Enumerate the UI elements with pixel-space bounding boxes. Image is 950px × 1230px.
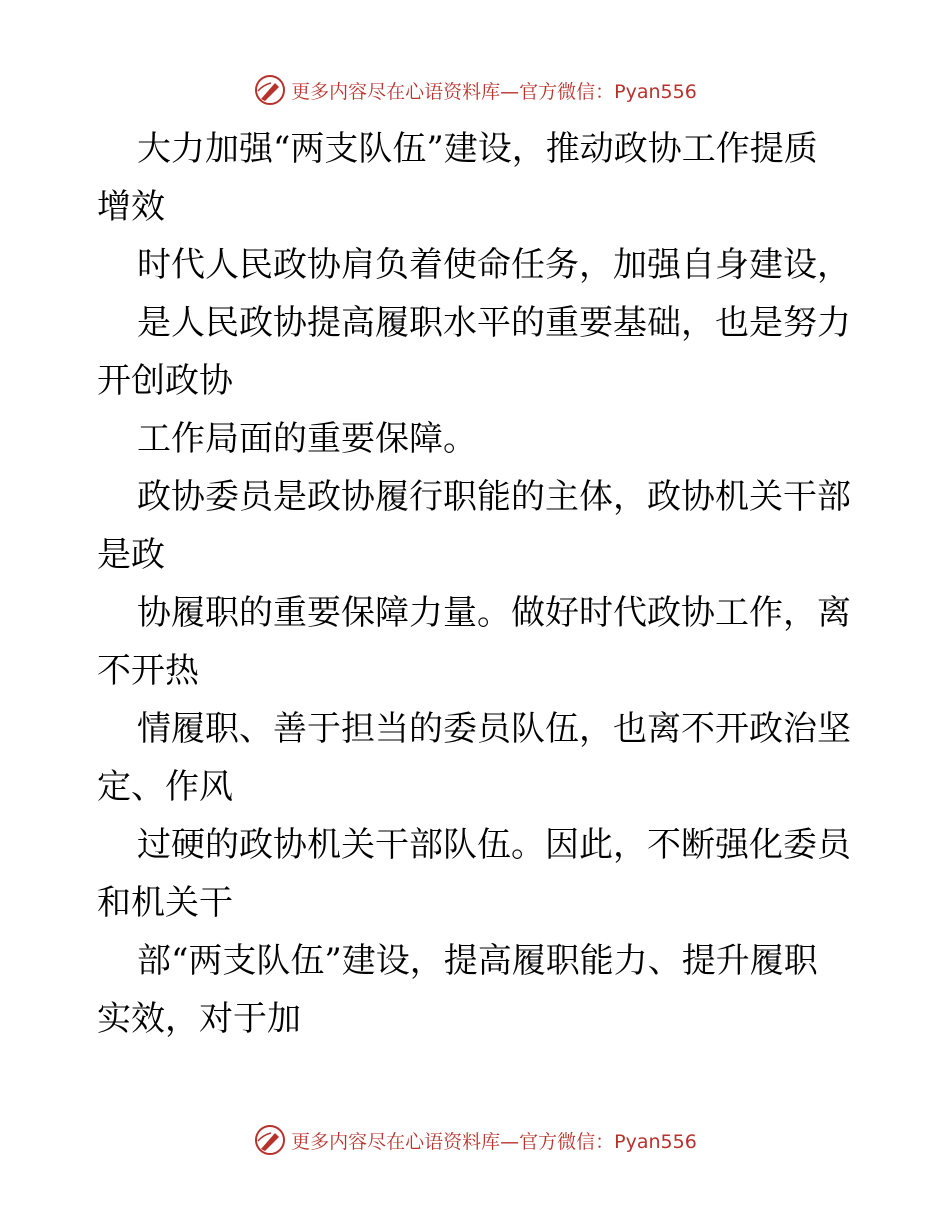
document-body [97, 120, 857, 1048]
text-line: 工作局面的重要保障。 [137, 419, 477, 459]
header-watermark-text: 更多内容尽在心语资料库—官方微信：Pyan556 [291, 80, 697, 103]
text-line: 和机关干 [97, 883, 233, 923]
text-line: 是人民政协提高履职水平的重要基础，也是努力 [137, 303, 851, 343]
text-line: 不开热 [97, 651, 199, 691]
footer-watermark-text: 更多内容尽在心语资料库—官方微信：Pyan556 [291, 1130, 697, 1153]
text-line: 是政 [97, 535, 165, 575]
text-line: 时代人民政协肩负着使命任务，加强自身建设， [137, 245, 851, 285]
text-line: 部“两支队伍”建设，提高履职能力、提升履职 [137, 941, 818, 981]
text-line: 实效，对于加 [97, 999, 301, 1039]
text-line: 大力加强“两支队伍”建设，推动政协工作提质 [137, 129, 818, 169]
text-line: 情履职、善于担当的委员队伍，也离不开政治坚 [137, 709, 851, 749]
text-line: 过硬的政协机关干部队伍。因此，不断强化委员 [137, 825, 851, 865]
pen-logo-icon [253, 73, 287, 107]
footer-watermark [0, 1120, 950, 1160]
pen-logo-icon [253, 1123, 287, 1157]
text-line: 协履职的重要保障力量。做好时代政协工作，离 [137, 593, 851, 633]
text-line: 开创政协 [97, 361, 233, 401]
header-watermark [0, 70, 950, 110]
text-line: 增效 [97, 187, 165, 227]
text-line: 政协委员是政协履行职能的主体，政协机关干部 [137, 477, 851, 517]
text-line: 定、作风 [97, 767, 233, 807]
